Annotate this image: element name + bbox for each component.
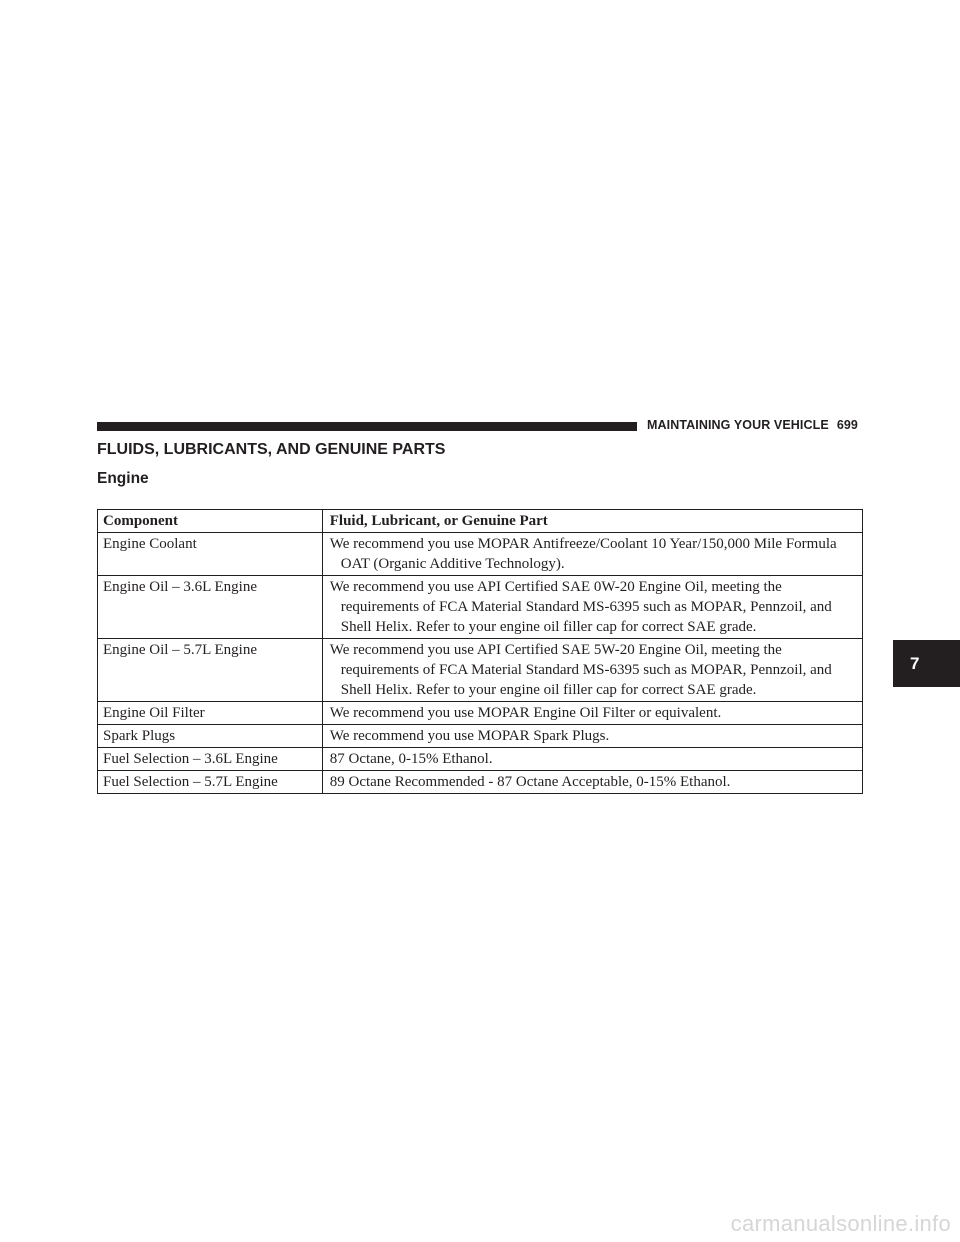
cell-component: Engine Oil – 3.6L Engine bbox=[98, 576, 323, 639]
header-rule-bar bbox=[97, 422, 637, 431]
table-row bbox=[98, 639, 863, 702]
table-row bbox=[98, 533, 863, 576]
section-title: FLUIDS, LUBRICANTS, AND GENUINE PARTS bbox=[97, 441, 446, 458]
cell-part: 89 Octane Recommended - 87 Octane Acceptable, 0-15% Ethanol. bbox=[322, 771, 862, 794]
cell-component: Engine Coolant bbox=[98, 533, 323, 576]
running-header bbox=[647, 418, 858, 432]
cell-part: We recommend you use MOPAR Antifreeze/Coolant 10 Year/150,000 Mile Formula OAT (Organic Additive Technology). bbox=[322, 533, 862, 576]
cell-part: We recommend you use API Certified SAE 0W-20 Engine Oil, meeting the requirements of FCA Material Standard MS-6395 such as MOPAR, Pennzoil, and Shell Helix. Refer to your engine oil filler cap for correct SAE grade. bbox=[322, 576, 862, 639]
page-number: 699 bbox=[836, 418, 858, 432]
column-header-component: Component bbox=[98, 510, 323, 533]
table-row bbox=[98, 702, 863, 725]
cell-component: Fuel Selection – 3.6L Engine bbox=[98, 748, 323, 771]
chapter-tab: 7 bbox=[893, 640, 960, 687]
cell-part: We recommend you use API Certified SAE 5W-20 Engine Oil, meeting the requirements of FCA Material Standard MS-6395 such as MOPAR, Pennzoil, and Shell Helix. Refer to your engine oil filler cap for correct SAE grade. bbox=[322, 639, 862, 702]
table-header-row bbox=[98, 510, 863, 533]
subsection-title: Engine bbox=[97, 470, 149, 487]
cell-component: Engine Oil – 5.7L Engine bbox=[98, 639, 323, 702]
cell-part: We recommend you use MOPAR Engine Oil Filter or equivalent. bbox=[322, 702, 862, 725]
table-row bbox=[98, 725, 863, 748]
table-row bbox=[98, 576, 863, 639]
column-header-part: Fluid, Lubricant, or Genuine Part bbox=[322, 510, 862, 533]
cell-component: Spark Plugs bbox=[98, 725, 323, 748]
fluids-table bbox=[97, 509, 863, 794]
cell-part: 87 Octane, 0-15% Ethanol. bbox=[322, 748, 862, 771]
table-row bbox=[98, 748, 863, 771]
cell-component: Engine Oil Filter bbox=[98, 702, 323, 725]
running-header-section: MAINTAINING YOUR VEHICLE bbox=[647, 418, 829, 432]
watermark: carmanualsonline.info bbox=[730, 1211, 951, 1236]
cell-part: We recommend you use MOPAR Spark Plugs. bbox=[322, 725, 862, 748]
cell-component: Fuel Selection – 5.7L Engine bbox=[98, 771, 323, 794]
table-row bbox=[98, 771, 863, 794]
